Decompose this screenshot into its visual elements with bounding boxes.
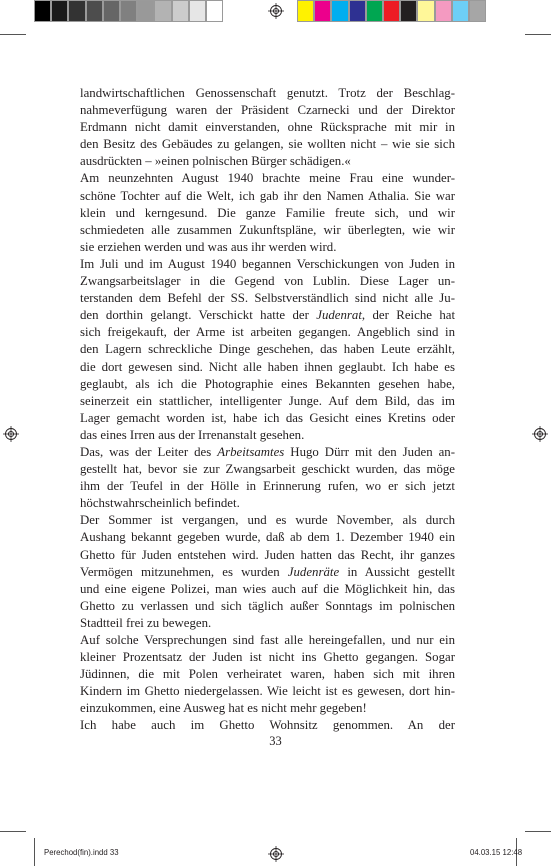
text-line: Lager gemacht worden ist, habe ich das Gesicht eines Kretins oder — [80, 410, 455, 425]
grayscale-swatch — [103, 0, 120, 22]
grayscale-swatch — [34, 0, 51, 22]
slug-file-name: Perechod(fin).indd 33 — [44, 848, 119, 857]
text-line: den Besitz des Gebäudes zu gelangen, sie wollten nicht – wie sie sich — [80, 137, 455, 152]
text-line: Jüdinnen, die mit Polen verheiratet waren, haben sich mit ihren — [80, 667, 455, 682]
paragraph — [80, 632, 455, 717]
process-color-swatch — [435, 0, 452, 22]
text-line: einzukommen, eine Ausweg hat es nicht mehr gegeben! — [80, 701, 367, 716]
process-color-swatch — [297, 0, 314, 22]
text-line: Am neunzehnten August 1940 brachte meine Frau eine wunder- — [80, 171, 455, 186]
grayscale-swatch — [86, 0, 103, 22]
text-line: geglaubt, als ich die Photographie eines Bekannten gesehen habe, — [80, 376, 455, 391]
text-line: schöne Tochter auf die Welt, ich gab ihr den Namen Athalia. Sie war — [80, 188, 455, 203]
text-line: Ghetto zu verlassen und sich täglich außer Sonntags im polnischen — [80, 598, 455, 613]
text-line: sich freigekauft, der Arme ist arbeiten gegangen. Angeblich sind in — [80, 325, 455, 340]
registration-crosshair-icon — [3, 426, 19, 442]
page-number: 33 — [269, 734, 282, 748]
slug-date-time: 04.03.15 12:48 — [470, 848, 523, 857]
process-color-swatch — [314, 0, 331, 22]
text-line: Das, was der Leiter des Arbeitsamtes Hugo Dürr mit den Juden an- — [80, 444, 455, 459]
grayscale-swatch — [206, 0, 223, 22]
text-line: ausdrückten – »einen polnischen Bürger schädigen.« — [80, 154, 351, 169]
crop-mark — [525, 831, 551, 832]
paragraph — [80, 85, 455, 170]
crop-mark — [34, 838, 35, 866]
process-color-swatch — [366, 0, 383, 22]
text-line: sie erziehen werden und was aus ihr werden wird. — [80, 239, 337, 254]
text-line: die dort gewesen sind. Nicht alle haben ihnen geglaubt. Ich habe es — [80, 359, 455, 374]
text-line: und eine eigene Polizei, man wies auch auf die Möglichkeit hin, das — [80, 581, 455, 596]
text-line: ihm der Teufel in der Hölle in Erinnerung rufen, wo er sich jetzt — [80, 479, 455, 494]
grayscale-swatch — [120, 0, 137, 22]
text-line: landwirtschaftlichen Genossenschaft genutzt. Trotz der Beschlag- — [80, 86, 455, 100]
grayscale-swatch — [172, 0, 189, 22]
text-line: Im Juli und im August 1940 begannen Verschickungen von Juden in — [80, 256, 455, 271]
text-line: Vermögen mitzunehmen, es wurden Judenräte in Aussicht gestellt — [80, 564, 455, 579]
grayscale-swatch — [189, 0, 206, 22]
text-line: den Lagern schreckliche Dinge geschehen, das haben Leute erzählt, — [80, 342, 455, 357]
paragraph — [80, 512, 455, 632]
process-color-swatch — [383, 0, 400, 22]
paragraph — [80, 170, 455, 255]
text-line: terstanden dem Befehl der SS. Selbstverständlich sind nicht alle Ju- — [80, 291, 455, 306]
text-line: gestellt hat, bevor sie zur Zwangsarbeit geschickt wurden, das möge — [80, 462, 455, 477]
text-line: Der Sommer ist vergangen, und es wurde November, als durch — [80, 513, 455, 528]
paragraph — [80, 444, 455, 512]
process-color-swatch — [417, 0, 434, 22]
crop-mark — [0, 34, 26, 35]
text-line: Kindern im Ghetto niedergelassen. Wie leicht ist es gewesen, dort hin- — [80, 684, 455, 699]
grayscale-swatch — [51, 0, 68, 22]
text-line: höchstwahrscheinlich befindet. — [80, 496, 240, 511]
text-line: Zwangsarbeitslager in die Gegend von Lublin. Diese Lager un- — [80, 274, 455, 289]
registration-crosshair-icon — [532, 426, 548, 442]
text-line: den dorthin gelangt. Verschickt hatte der Judenrat, der Reiche hat — [80, 308, 456, 323]
crop-mark — [0, 831, 26, 832]
color-bar-process — [297, 0, 486, 22]
process-color-swatch — [349, 0, 366, 22]
process-color-swatch — [331, 0, 348, 22]
text-line: schmiedeten alle zusammen Zukunftspläne, wir überlegten, wie wir — [80, 222, 455, 237]
text-line: kleiner Prozentsatz der Juden ist nicht ins Ghetto gegangen. Sogar — [80, 650, 455, 665]
grayscale-swatch — [154, 0, 171, 22]
text-line: Auf solche Versprechungen sind fast alle hereingefallen, und nur ein — [80, 633, 455, 647]
color-bar-grayscale — [34, 0, 223, 22]
text-line: Aushang bekannt gegeben wurde, daß ab dem 1. Dezember 1940 ein — [80, 530, 455, 545]
paragraph — [80, 717, 455, 734]
text-line: das eines Irren aus der Irrenanstalt gesehen. — [80, 427, 305, 442]
process-color-swatch — [452, 0, 469, 22]
text-line: Erdmann nicht damit einverstanden, ohne Rücksprache mit mir in — [80, 120, 455, 135]
crop-mark — [525, 34, 551, 35]
registration-crosshair-icon — [268, 846, 284, 862]
paragraph — [80, 256, 455, 444]
text-line: klein und kerngesund. Die ganze Familie freute sich, und wir — [80, 205, 455, 220]
text-line: seinerzeit ein stattlicher, intelligenter Junge. Auf dem Bild, das im — [80, 393, 455, 408]
body-text — [80, 85, 455, 735]
grayscale-swatch — [137, 0, 154, 22]
grayscale-swatch — [68, 0, 85, 22]
text-line: Stadtteil frei zu bewegen. — [80, 615, 212, 630]
registration-crosshair-icon — [268, 3, 284, 19]
process-color-swatch — [469, 0, 486, 22]
text-line: Ghetto für Juden entstehen wird. Juden hatten das Recht, ihr ganzes — [80, 547, 455, 562]
process-color-swatch — [400, 0, 417, 22]
text-line: nahmeverfügung waren der Präsident Czarnecki und der Direktor — [80, 103, 455, 118]
text-line: Ich habe auch im Ghetto Wohnsitz genommen. An der — [80, 718, 455, 733]
